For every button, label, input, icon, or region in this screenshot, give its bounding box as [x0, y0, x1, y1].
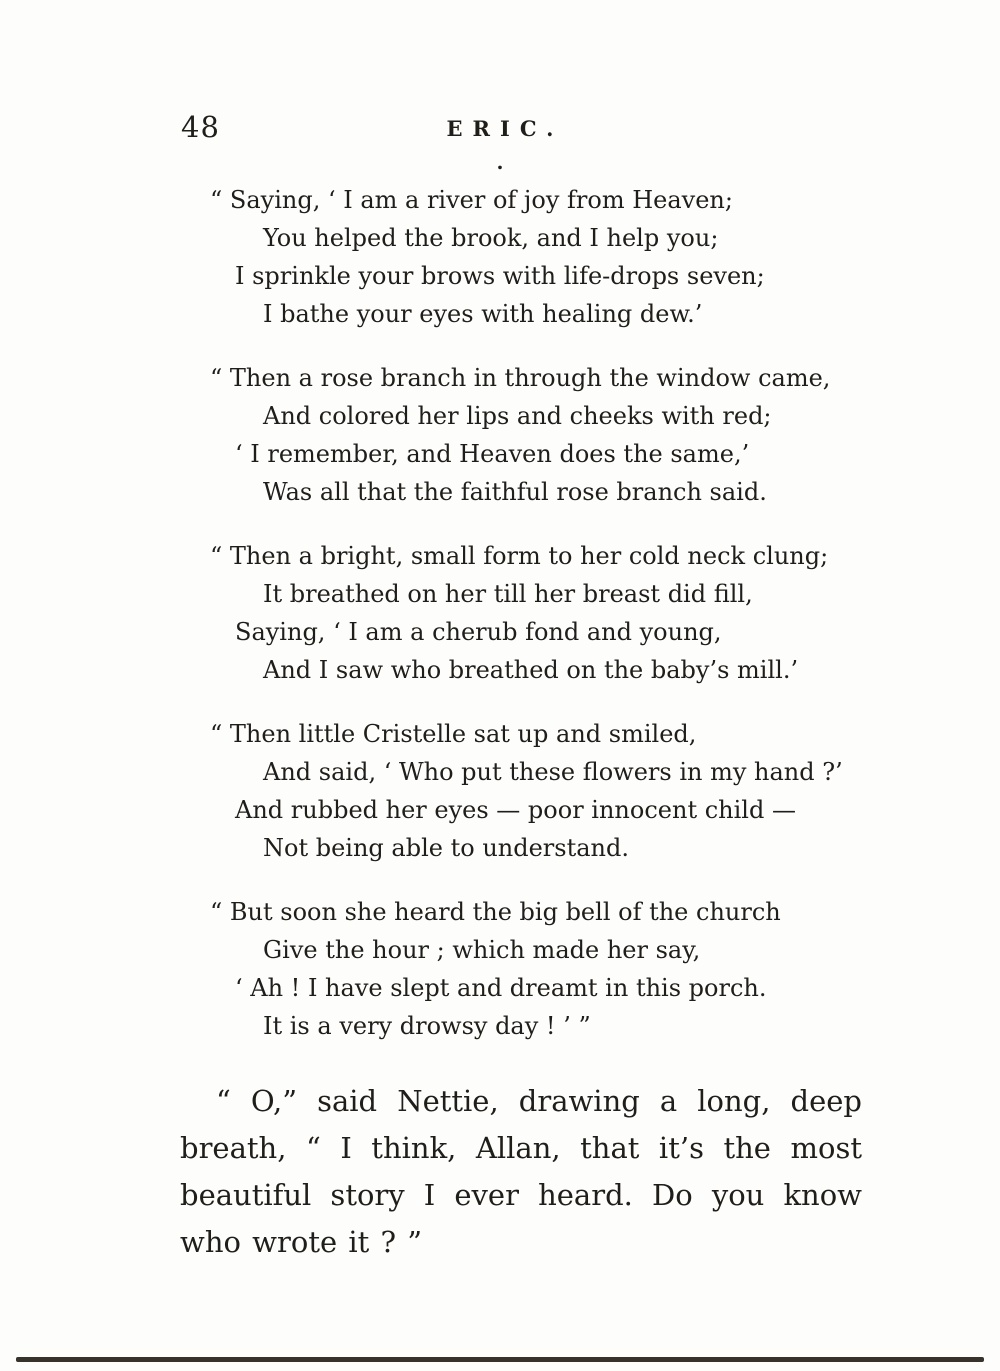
poem-stanza — [210, 359, 890, 511]
header-ornament-dot: . — [496, 150, 504, 174]
prose-line: breath, “ I think, Allan, that it’s the most — [180, 1131, 862, 1165]
poem-line: ‘ I remember, and Heaven does the same,’ — [235, 440, 750, 468]
prose-paragraph — [180, 1078, 862, 1266]
poem-line: It is a very drowsy day ! ’ ” — [263, 1012, 591, 1040]
poem-line: I bathe your eyes with healing dew.’ — [263, 300, 703, 328]
prose-line: who wrote it ? ” — [180, 1225, 423, 1259]
poem-line: And I saw who breathed on the baby’s mill.’ — [263, 656, 799, 684]
page-number: 48 — [181, 110, 220, 144]
poem-line: And colored her lips and cheeks with red; — [263, 402, 772, 430]
running-title: ERIC. — [446, 116, 564, 141]
poem-line: It breathed on her till her breast did fill, — [263, 580, 753, 608]
poem-line: “ Then a bright, small form to her cold neck clung; — [210, 542, 829, 570]
poem-line: Saying, ‘ I am a cherub fond and young, — [235, 618, 722, 646]
poem-line: I sprinkle your brows with life-drops seven; — [235, 262, 765, 290]
poem-line: And rubbed her eyes — poor innocent child — — [235, 796, 796, 824]
poem-line: Was all that the faithful rose branch said. — [263, 478, 767, 506]
poem-line: “ But soon she heard the big bell of the church — [210, 898, 781, 926]
poem-line: “ Saying, ‘ I am a river of joy from Heaven; — [210, 186, 733, 214]
poem-line: And said, ‘ Who put these flowers in my hand ?’ — [263, 758, 843, 786]
poem-line: Give the hour ; which made her say, — [263, 936, 701, 964]
prose-line: “ O,” said Nettie, drawing a long, deep — [216, 1084, 862, 1118]
poem-line: “ Then a rose branch in through the window came, — [210, 364, 831, 392]
poem-stanza — [210, 893, 890, 1045]
poem — [210, 181, 890, 1071]
poem-stanza — [210, 715, 890, 867]
poem-line: ‘ Ah ! I have slept and dreamt in this porch. — [235, 974, 767, 1002]
poem-line: “ Then little Cristelle sat up and smiled, — [210, 720, 697, 748]
poem-stanza — [210, 537, 890, 689]
poem-line: You helped the brook, and I help you; — [263, 224, 719, 252]
poem-line: Not being able to understand. — [263, 834, 629, 862]
poem-stanza — [210, 181, 890, 333]
prose-line: beautiful story I ever heard. Do you know — [180, 1178, 862, 1212]
scan-edge-artifact — [16, 1357, 984, 1362]
